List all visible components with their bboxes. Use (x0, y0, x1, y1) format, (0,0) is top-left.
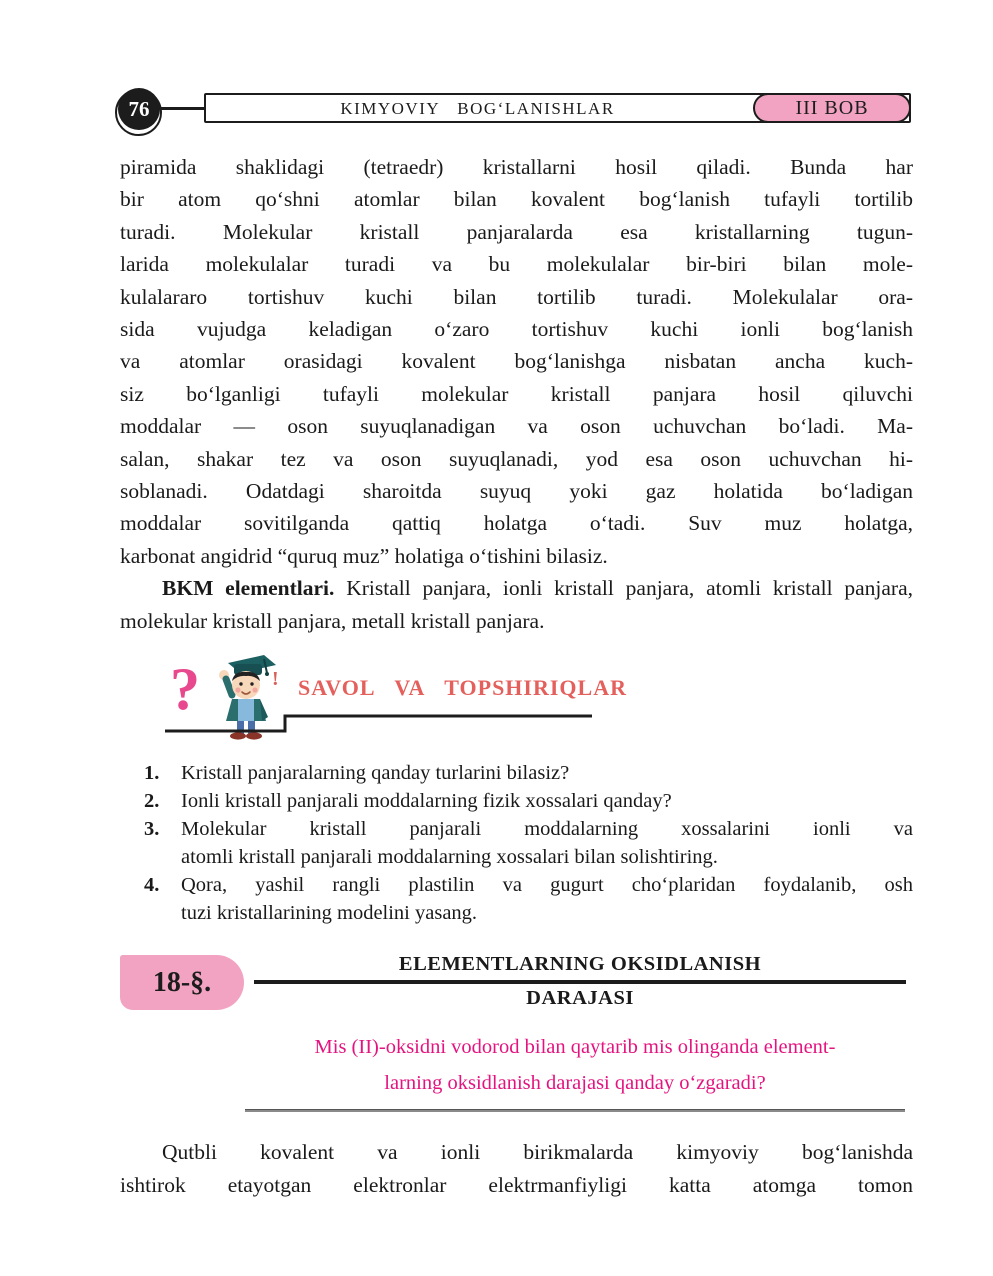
page-header (118, 88, 911, 130)
section-number-badge: 18-§. (120, 955, 244, 1010)
chapter-title: KIMYOVIY BOG‘LANISHLAR (340, 99, 615, 118)
section-lead-question (245, 1029, 905, 1101)
question-item (120, 787, 913, 815)
question-text (181, 787, 913, 815)
body-paragraph (120, 151, 913, 572)
text-line: soblanadi. Odatdagi sharoitda suyuq yoki gaz holatida bo‘ladigan (120, 479, 913, 504)
bkm-paragraph (120, 572, 913, 637)
page-content (120, 151, 913, 1202)
text-line: larning oksidlanish darajasi qanday o‘zgaradi? (384, 1072, 766, 1095)
stepped-rule-line (160, 707, 640, 739)
text-line: Mis (II)-oksidni vodorod bilan qaytarib mis olinganda element- (314, 1036, 836, 1059)
section-title-line1: ELEMENTLARNING OKSIDLANISH (398, 953, 762, 976)
question-text (181, 871, 913, 927)
chapter-badge: III BOB (753, 93, 911, 123)
closing-paragraph (120, 1136, 913, 1202)
section-title (254, 953, 906, 1010)
text-line: larida molekulalar turadi va bu molekulalar bir-biri bilan mole- (120, 252, 913, 277)
text-line: va atomlar orasidagi kovalent bog‘lanishga nisbatan ancha kuch- (120, 349, 913, 374)
text-line: karbonat angidrid “quruq muz” holatiga o‘tishini bilasiz. (120, 543, 608, 568)
text-line: sida vujudga keladigan o‘zaro tortishuv kuchi ionli bog‘lanish (120, 317, 913, 342)
section-title-rule (254, 980, 906, 984)
text-line: Qora, yashil rangli plastilin va gugurt cho‘plaridan foydalanib, osh (181, 874, 913, 897)
page-number-badge: 76 (118, 88, 160, 130)
questions-heading: SAVOL VA TOPSHIRIQLAR (298, 675, 627, 701)
text-line: salan, shakar tez va oson suyuqlanadi, yod esa oson uchuvchan hi- (120, 446, 913, 471)
lead-question-underline (245, 1109, 905, 1112)
svg-text:!: ! (272, 668, 279, 691)
text-line: ishtirok etayotgan elektronlar elektrmanfiyligi katta atomga tomon (120, 1173, 913, 1198)
question-number: 2. (144, 790, 160, 813)
text-line: Molekular kristall panjarali moddalarning xossalarini ionli va (181, 818, 913, 841)
section-title-line2: DARAJASI (526, 987, 634, 1010)
text-line: piramida shaklidagi (tetraedr) kristallarni hosil qiladi. Bunda har (120, 155, 913, 179)
question-text (181, 815, 913, 871)
text-line: moddalar sovitilganda qattiq holatga o‘tadi. Suv muz holatga, (120, 511, 913, 536)
question-item (120, 759, 913, 787)
question-item (120, 815, 913, 871)
text-line: Ionli kristall panjarali moddalarning fizik xossalari qanday? (181, 790, 672, 813)
question-number: 3. (144, 818, 160, 841)
svg-text:?: ? (170, 656, 200, 723)
text-line: Kristall panjaralarning qanday turlarini bilasiz? (181, 762, 570, 785)
text-line: bir atom qo‘shni atomlar bilan kovalent bog‘lanish tufayli tortilib (120, 187, 913, 212)
question-number: 4. (144, 874, 160, 897)
text-line: atomli kristall panjarali moddalarning xossalari bilan solishtiring. (181, 846, 718, 869)
text-line: tuzi kristallarining modelini yasang. (181, 902, 478, 925)
text-line: moddalar — oson suyuqlanadigan va oson uchuvchan bo‘ladi. Ma- (120, 414, 913, 439)
bkm-text: Kristall panjara, ionli kristall panjara, atomli kristall panjara, molekular kristall panjara, metall kristall panjara. (120, 576, 913, 633)
header-title-box (204, 93, 911, 123)
section-18-header (120, 953, 913, 1013)
text-line: kulalararo tortishuv kuchi bilan tortilib turadi. Molekulalar ora- (120, 284, 913, 309)
question-text (181, 759, 913, 787)
text-line: turadi. Molekular kristall panjaralarda esa kristallarning tugun- (120, 219, 913, 244)
text-line: siz bo‘lganligi tufayli molekular kristall panjara hosil qiluvchi (120, 381, 913, 406)
question-number: 1. (144, 762, 160, 785)
question-item (120, 871, 913, 927)
questions-header-block (120, 651, 913, 747)
text-line: Qutbli kovalent va ionli birikmalarda kimyoviy bog‘lanishda (162, 1140, 913, 1165)
questions-list (120, 759, 913, 927)
header-connector-line (158, 107, 208, 110)
bkm-label: BKM elementlari. (162, 576, 335, 601)
